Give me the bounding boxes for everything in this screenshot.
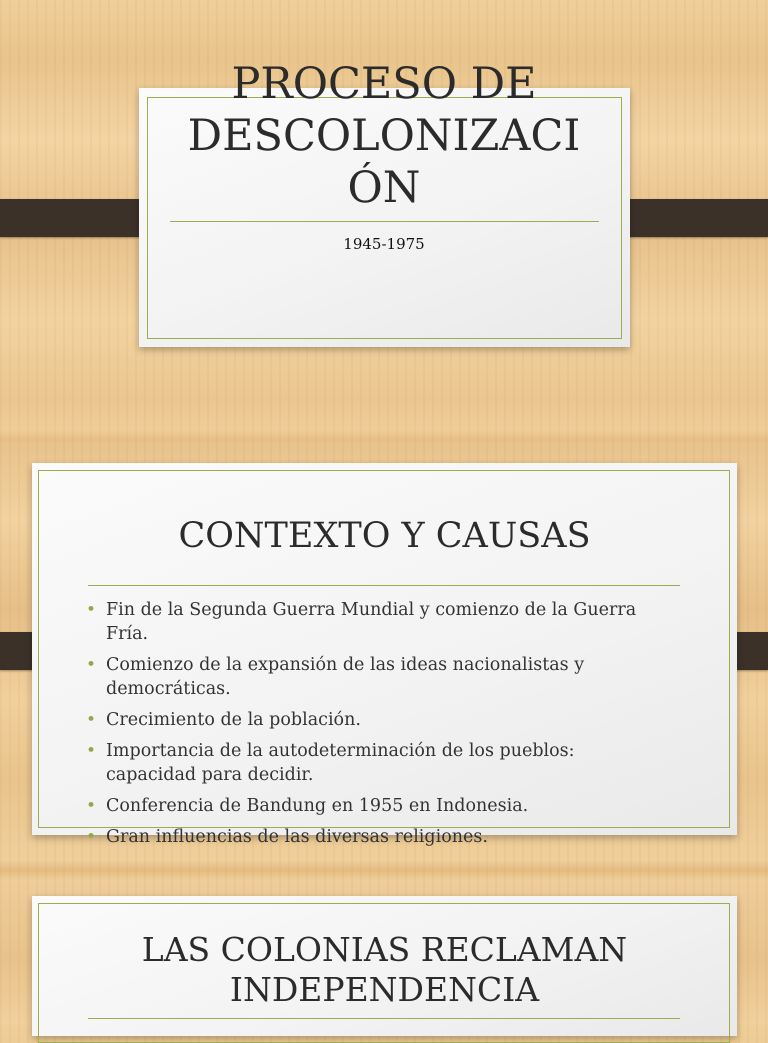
bullet-text: Conferencia de Bandung en 1955 en Indonesia.: [106, 796, 529, 816]
slide-3-title-line-2: INDEPENDENCIA: [229, 970, 540, 1009]
list-item: [86, 708, 646, 732]
left-tape-slide1: [0, 199, 156, 237]
bullet-dot-icon: •: [86, 600, 97, 620]
slide-2-bullet-list: [86, 598, 646, 856]
list-item: [86, 825, 646, 849]
right-tape-slide1: [613, 199, 768, 237]
bullet-text: Crecimiento de la población.: [106, 710, 361, 730]
bullet-dot-icon: •: [86, 655, 97, 675]
list-item: [86, 653, 646, 701]
bullet-dot-icon: •: [86, 827, 97, 847]
bullet-dot-icon: •: [86, 741, 97, 761]
list-item: [86, 598, 646, 646]
slide-1-divider: [170, 221, 599, 222]
bullet-text: Comienzo de la expansión de las ideas nacionalistas y democráticas.: [106, 655, 585, 699]
list-item: [86, 794, 646, 818]
bullet-text: Fin de la Segunda Guerra Mundial y comienzo de la Guerra Fría.: [106, 600, 637, 644]
slide-1-title-line-3: ÓN: [347, 163, 421, 213]
slide-2-divider: [88, 585, 680, 586]
bullet-dot-icon: •: [86, 796, 97, 816]
slide-1-title: [150, 58, 618, 214]
bullet-dot-icon: •: [86, 710, 97, 730]
slide-1-subtitle: 1945-1975: [343, 235, 425, 253]
bullet-text: Importancia de la autodeterminación de los pueblos: capacidad para decidir.: [106, 741, 575, 785]
slide-3-title-line-1: LAS COLONIAS RECLAMAN: [141, 930, 628, 969]
list-item: [86, 739, 646, 787]
slide-2-title: CONTEXTO Y CAUSAS: [178, 516, 591, 556]
slide-3-divider: [88, 1018, 680, 1019]
slide-1-title-line-2: DESCOLONIZACI: [187, 111, 581, 161]
slide-1-title-line-1: PROCESO DE: [231, 59, 537, 109]
slide-3-title: [32, 930, 737, 1010]
bullet-text: Gran influencias de las diversas religiones.: [106, 827, 488, 847]
